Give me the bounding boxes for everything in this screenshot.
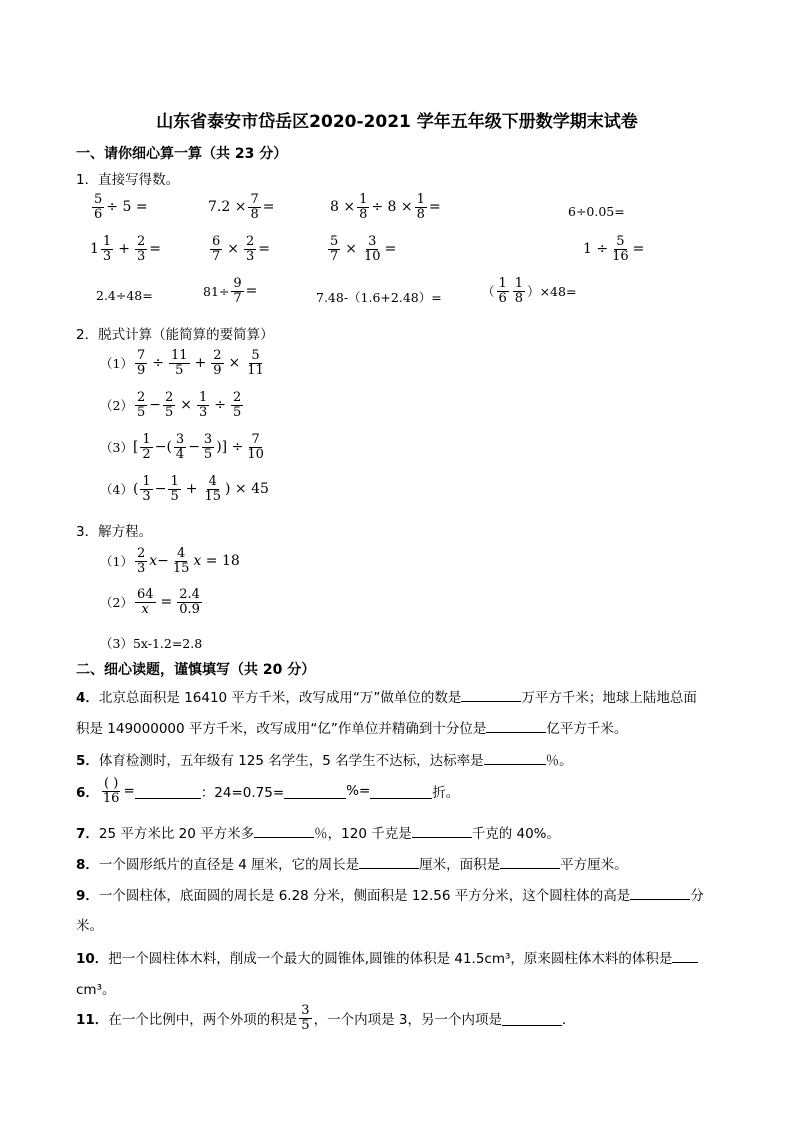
fraction: $\frac{2}{9}$ — [213, 348, 222, 378]
q1-item-8: 1 ÷ $\frac{5}{16}$ = — [583, 234, 645, 264]
q9-line-2: 米。 — [76, 918, 103, 934]
q4-line-1: 4．北京总面积是 16410 平方千米，改写成用“万”做单位的数是 万平方千米；地球上陆地总面 — [76, 686, 697, 706]
q5: 5．体育检测时，五年级有 125 名学生，5 名学生不达标，达标率是 ％。 — [76, 749, 573, 769]
fraction: $\frac{3}{10}$ — [364, 234, 381, 264]
fraction: $\frac{2}{3}$ — [136, 546, 146, 576]
fraction: $\frac{1}{8}$ — [359, 192, 368, 222]
q1-item-12: （ $\frac{1}{6}$ $\frac{1}{8}$ ）×48= — [482, 276, 577, 306]
q7: 7．25 平方米比 20 平方米多 ％，120 千克是 千克的 40%。 — [76, 822, 560, 842]
fraction: $\frac{7}{8}$ — [250, 192, 259, 222]
q2-label: 2．脱式计算（能简算的要简算） — [76, 327, 274, 343]
q1-item-10: 81÷ $\frac{9}{7}$ = — [203, 276, 258, 306]
fraction: $\frac{5}{11}$ — [247, 348, 264, 378]
section-2-heading: 二、细心读题，谨慎填写（共 20 分） — [76, 662, 316, 678]
fraction: $\frac{11}{5}$ — [170, 348, 188, 378]
answer-blank[interactable] — [502, 1011, 562, 1026]
fraction: $\frac{2}{5}$ — [164, 390, 174, 420]
q2-item-4: （4） ( $\frac{1}{3}$ − $\frac{1}{5}$ + $\frac{4}{15}$ ) × 45 — [100, 474, 269, 504]
fraction: $\frac{3}{4}$ — [175, 432, 185, 462]
fraction: $\frac{4}{15}$ — [204, 474, 221, 504]
q2-item-3: （3） [ $\frac{1}{2}$ − ( $\frac{3}{4}$ − $\frac{3}{5}$ )] ÷ $\frac{7}{10}$ — [100, 432, 264, 462]
q1-item-2: 7.2 × $\frac{7}{8}$ = — [208, 192, 275, 222]
answer-blank[interactable] — [672, 948, 698, 963]
q1-item-7: $\frac{5}{7}$ × $\frac{3}{10}$ = — [330, 234, 397, 264]
q1-label: 1．直接写得数。 — [76, 172, 180, 188]
fraction: $\frac{3}{5}$ — [301, 1003, 310, 1033]
answer-blank[interactable] — [359, 854, 419, 869]
q1-item-9: 2.4÷48= — [96, 288, 153, 303]
answer-blank[interactable] — [370, 784, 432, 799]
fraction: $\frac{1}{3}$ — [198, 390, 208, 420]
q8: 8．一个圆形纸片的直径是 4 厘米，它的周长是 厘米，面积是 平方厘米。 — [76, 853, 628, 873]
q3-item-2: （2） $\frac{64}{x}$ = $\frac{2.4}{0.9}$ — [100, 587, 200, 617]
q2-item-2: （2） $\frac{2}{5}$ − $\frac{2}{5}$ × $\frac{1}{3}$ ÷ $\frac{2}{5}$ — [100, 390, 242, 420]
fraction: $\frac{9}{7}$ — [233, 276, 242, 306]
fraction: $\frac{3}{5}$ — [203, 432, 213, 462]
fraction: $\frac{64}{x}$ — [136, 587, 154, 617]
q2-item-1: （1） $\frac{7}{9}$ ÷ $\frac{11}{5}$ + $\frac{2}{9}$ × $\frac{5}{11}$ — [100, 348, 264, 378]
q1-item-3: 8 × $\frac{1}{8}$ ÷ 8 × $\frac{1}{8}$ = — [330, 192, 441, 222]
fraction: $\frac{7}{10}$ — [247, 432, 264, 462]
q9-line-1: 9．一个圆柱体，底面圆的周长是 6.28 分米，侧面积是 12.56 平方分米，这个圆柱体的高是 分 — [76, 884, 704, 904]
fraction: $\frac{2}{5}$ — [233, 390, 242, 420]
fraction: $\frac{( )}{16}$ — [102, 776, 120, 806]
answer-blank[interactable] — [412, 823, 472, 838]
answer-blank[interactable] — [500, 854, 560, 869]
answer-blank[interactable] — [486, 718, 546, 733]
answer-blank[interactable] — [484, 750, 546, 765]
fraction: $\frac{1}{2}$ — [142, 432, 151, 462]
q3-item-1: （1） $\frac{2}{3}$ x − $\frac{4}{15}$ x = 18 — [100, 546, 240, 576]
q1-item-1: $\frac{5}{6}$ ÷ 5 = — [94, 192, 148, 222]
fraction: $\frac{5}{6}$ — [94, 192, 103, 222]
answer-blank[interactable] — [630, 885, 690, 900]
fraction: $\frac{1}{3}$ — [142, 474, 151, 504]
q10-line-2: cm³。 — [76, 982, 116, 998]
answer-blank[interactable] — [284, 784, 346, 799]
q3-label: 3．解方程。 — [76, 524, 153, 540]
q3-item-3: （3） 5x-1.2=2.8 — [100, 635, 203, 651]
q1-item-4: 6÷0.05= — [568, 204, 625, 219]
answer-blank[interactable] — [254, 823, 314, 838]
q11: 11． 在一个比例中，两个外项的积是 $\frac{3}{5}$ ，一个内项是 3，另一个内项是 ． — [76, 1003, 576, 1033]
answer-blank[interactable] — [461, 687, 521, 702]
fraction: $\frac{1}{8}$ — [416, 192, 425, 222]
q1-item-5: 1 $\frac{1}{3}$ + $\frac{2}{3}$ = — [90, 234, 161, 264]
q4-line-2: 积是 149000000 平方千米，改写成用“亿”作单位并精确到十分位是 亿平方千米。 — [76, 717, 627, 737]
q1-item-11: 7.48-（1.6+2.48）= — [316, 290, 442, 305]
fraction: $\frac{6}{7}$ — [212, 234, 221, 264]
fraction: $\frac{5}{7}$ — [330, 234, 339, 264]
fraction: $\frac{2}{5}$ — [136, 390, 146, 420]
fraction: $\frac{1}{3}$ — [102, 234, 112, 264]
fraction: $\frac{2}{3}$ — [136, 234, 146, 264]
q1-item-6: $\frac{6}{7}$ × $\frac{2}{3}$ = — [212, 234, 271, 264]
section-1-heading: 一、请你细心算一算（共 23 分） — [76, 146, 288, 162]
fraction: $\frac{1}{5}$ — [170, 474, 179, 504]
fraction: $\frac{1}{6}$ — [498, 276, 507, 306]
fraction: $\frac{1}{8}$ — [514, 276, 524, 306]
fraction: $\frac{7}{9}$ — [136, 348, 146, 378]
answer-blank[interactable] — [135, 784, 201, 799]
fraction: $\frac{4}{15}$ — [172, 546, 190, 576]
q6: 6． $\frac{( )}{16}$ = ：24=0.75= %= 折。 — [76, 776, 460, 806]
fraction: $\frac{2}{3}$ — [246, 234, 255, 264]
q10-line-1: 10．把一个圆柱体木料，削成一个最大的圆锥体,圆锥的体积是 41.5cm³，原来圆柱体木料的体积是 — [76, 947, 698, 967]
fraction: $\frac{5}{16}$ — [612, 234, 629, 264]
page-title: 山东省泰安市岱岳区2020-2021 学年五年级下册数学期末试卷 — [156, 112, 638, 132]
fraction: $\frac{2.4}{0.9}$ — [179, 587, 200, 617]
